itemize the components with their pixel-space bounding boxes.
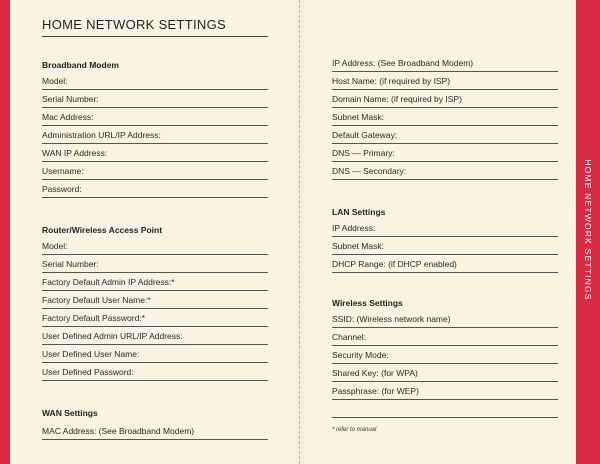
- dns-primary-field: DNS — Primary:: [332, 144, 558, 162]
- host-name-field: Host Name: (if required by ISP): [332, 72, 558, 90]
- broadband-username-field: Username:: [42, 162, 268, 180]
- router-user-password-field: User Defined Password:: [42, 363, 268, 381]
- broadband-admin-url-field: Administration URL/IP Address:: [42, 126, 268, 144]
- shared-key-field: Shared Key: (for WPA): [332, 364, 558, 382]
- title-underline: [42, 36, 268, 37]
- broadband-model-field: Model:: [42, 72, 268, 90]
- broadband-mac-field: Mac Address:: [42, 108, 268, 126]
- router-user-admin-url-field: User Defined Admin URL/IP Address:: [42, 327, 268, 345]
- blank-line: [332, 400, 558, 418]
- dns-secondary-field: DNS — Secondary:: [332, 162, 558, 180]
- ssid-field: SSID: (Wireless network name): [332, 310, 558, 328]
- dhcp-range-field: DHCP Range: (if DHCP enabled): [332, 255, 558, 273]
- router-default-username-field: Factory Default User Name:*: [42, 291, 268, 309]
- spine-stitch-line: [299, 0, 301, 464]
- wan-subnet-mask-field: Subnet Mask:: [332, 108, 558, 126]
- broadband-modem-heading: Broadband Modem: [42, 60, 119, 70]
- domain-name-field: Domain Name: (if required by ISP): [332, 90, 558, 108]
- page-title: HOME NETWORK SETTINGS: [42, 17, 226, 32]
- lan-heading: LAN Settings: [332, 207, 386, 217]
- router-heading: Router/Wireless Access Point: [42, 225, 163, 235]
- router-default-admin-ip-field: Factory Default Admin IP Address:*: [42, 273, 268, 291]
- wan-ip-field: IP Address: (See Broadband Modem): [332, 54, 558, 72]
- wan-heading: WAN Settings: [42, 408, 98, 418]
- lan-ip-field: IP Address:: [332, 219, 558, 237]
- broadband-serial-field: Serial Number:: [42, 90, 268, 108]
- side-tab-label: HOME NETWORK SETTINGS: [583, 159, 593, 301]
- broadband-wan-ip-field: WAN IP Address:: [42, 144, 268, 162]
- security-mode-field: Security Mode:: [332, 346, 558, 364]
- router-user-username-field: User Defined User Name:: [42, 345, 268, 363]
- wan-mac-field: MAC Address: (See Broadband Modem): [42, 422, 268, 440]
- passphrase-field: Passphrase: (for WEP): [332, 382, 558, 400]
- channel-field: Channel:: [332, 328, 558, 346]
- footnote: * refer to manual: [332, 427, 377, 433]
- wireless-heading: Wireless Settings: [332, 298, 403, 308]
- router-default-password-field: Factory Default Password:*: [42, 309, 268, 327]
- broadband-password-field: Password:: [42, 180, 268, 198]
- lan-subnet-mask-field: Subnet Mask:: [332, 237, 558, 255]
- default-gateway-field: Default Gateway:: [332, 126, 558, 144]
- router-serial-field: Serial Number:: [42, 255, 268, 273]
- router-model-field: Model:: [42, 237, 268, 255]
